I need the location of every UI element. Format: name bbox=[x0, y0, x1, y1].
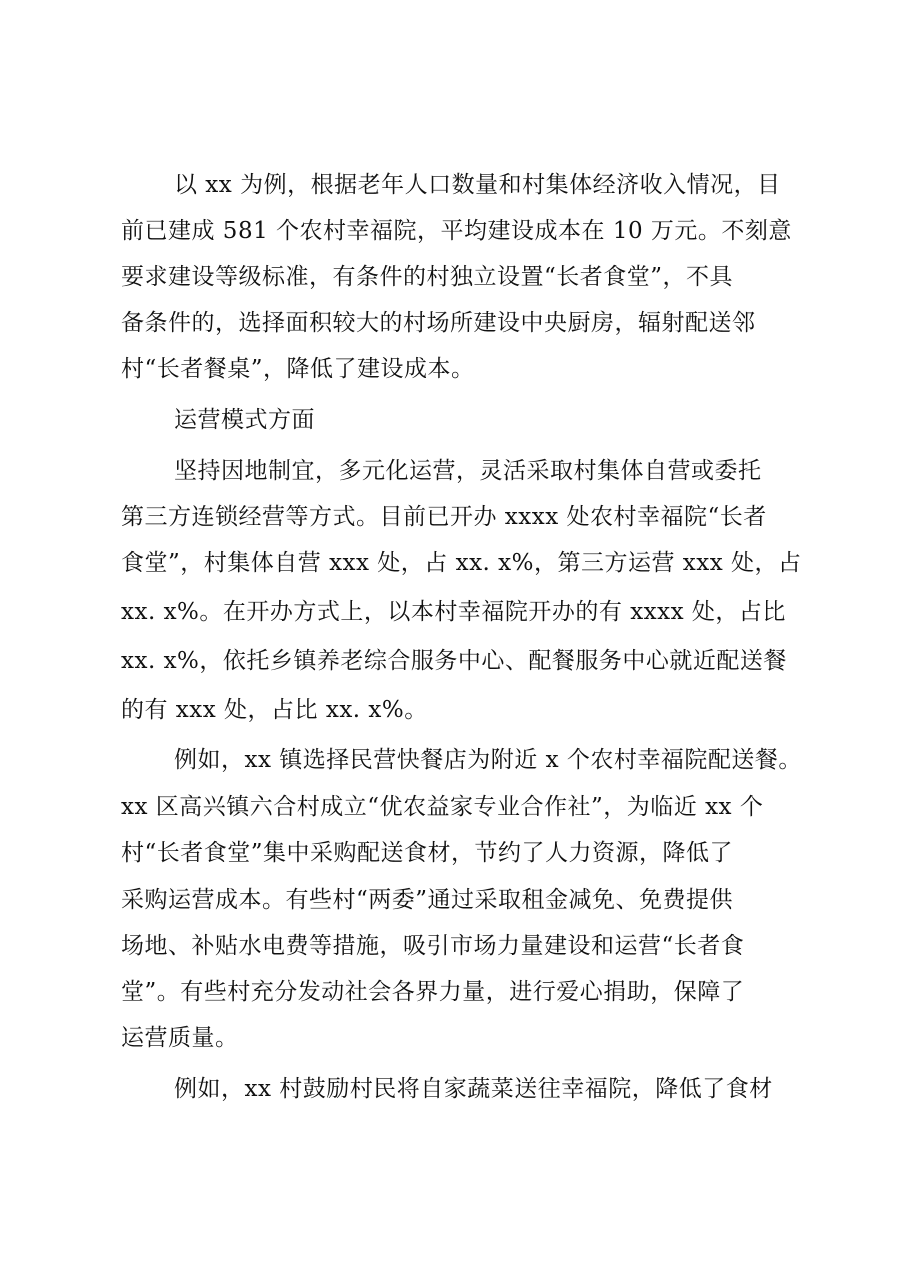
text-line: xx 区高兴镇六合村成立“优农益家专业合作社”，为临近 xx 个 bbox=[121, 794, 764, 820]
text-line: 第三方连锁经营等方式。目前已开办 xxxx 处农村幸福院“长者 bbox=[121, 504, 767, 530]
text-line: 前已建成 581 个农村幸福院，平均建设成本在 10 万元。不刻意 bbox=[121, 218, 792, 244]
text-line: 例如，xx 村鼓励村民将自家蔬菜送往幸福院，降低了食材 bbox=[174, 1076, 773, 1102]
text-line: xx. x%。在开办方式上，以本村幸福院开办的有 xxxx 处，占比 bbox=[121, 599, 786, 625]
text-line: xx. x%，依托乡镇养老综合服务中心、配餐服务中心就近配送餐 bbox=[121, 648, 787, 674]
text-line: 以 xx 为例，根据老年人口数量和村集体经济收入情况，目 bbox=[174, 172, 781, 198]
text-line: 村“长者餐桌”，降低了建设成本。 bbox=[121, 356, 475, 382]
text-line: 采购运营成本。有些村“两委”通过采取租金减免、免费提供 bbox=[121, 887, 734, 913]
text-line: 场地、补贴水电费等措施，吸引市场力量建设和运营“长者食 bbox=[121, 933, 745, 959]
text-line: 的有 xxx 处，占比 xx. x%。 bbox=[121, 697, 428, 723]
text-line: 备条件的，选择面积较大的村场所建设中央厨房，辐射配送邻 bbox=[121, 310, 756, 336]
text-line: 要求建设等级标准，有条件的村独立设置“长者食堂”，不具 bbox=[121, 264, 734, 290]
text-line: 食堂”，村集体自营 xxx 处，占 xx. x%，第三方运营 xxx 处，占 bbox=[121, 550, 802, 576]
section-heading: 运营模式方面 bbox=[174, 407, 315, 433]
text-line: 坚持因地制宜，多元化运营，灵活采取村集体自营或委托 bbox=[174, 458, 762, 484]
text-line: 村“长者食堂”集中采购配送食材，节约了人力资源，降低了 bbox=[121, 840, 734, 866]
text-line: 运营质量。 bbox=[121, 1025, 239, 1051]
text-line: 堂”。有些村充分发动社会各界力量，进行爱心捐助，保障了 bbox=[121, 979, 745, 1005]
text-line: 例如，xx 镇选择民营快餐店为附近 x 个农村幸福院配送餐。 bbox=[174, 747, 802, 773]
